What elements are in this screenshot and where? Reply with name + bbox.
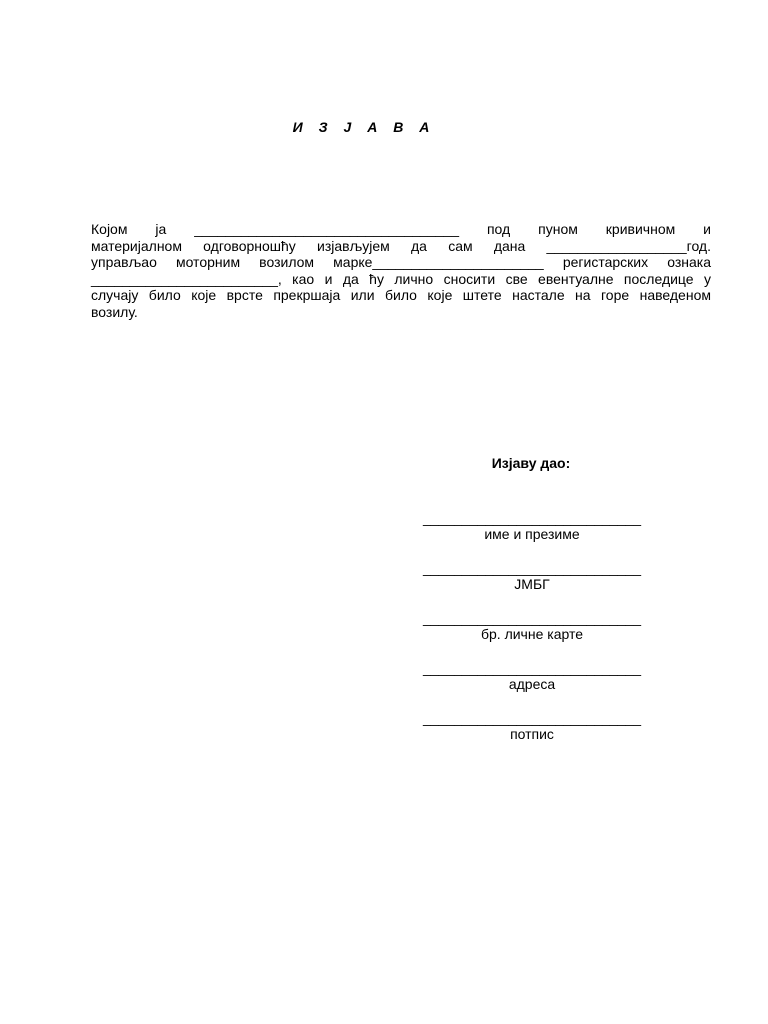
signature-rule: ____________________________: [422, 610, 641, 626]
signature-rule: ____________________________: [422, 710, 641, 726]
statement-paragraph: [91, 221, 711, 320]
signature-field-jmbg: [415, 560, 649, 592]
statement-line-2: материјалном одговорношћу изјављујем да сам дана __________________год.: [91, 237, 711, 254]
signer-heading: Изјаву дао:: [491, 455, 571, 471]
signature-field-label: име и презиме: [484, 526, 580, 542]
signature-rule: ____________________________: [422, 560, 641, 576]
signature-field-label: ЈМБГ: [514, 576, 550, 592]
signature-field-address: [415, 660, 649, 692]
signature-field-id-card: [415, 610, 649, 642]
signature-rule: ____________________________: [422, 510, 641, 526]
statement-line-4: ________________________, као и да ћу лично сносити све евентуалне последице у: [91, 270, 711, 287]
statement-line-6: возилу.: [91, 303, 138, 320]
signature-field-signature: [415, 710, 649, 742]
statement-line-1: Којом ја __________________________________ под пуном кривичном и: [91, 221, 711, 237]
statement-line-3: управљао моторним возилом марке______________________ регистарских ознака: [91, 254, 711, 270]
signature-field-label: бр. личне карте: [480, 626, 583, 642]
signature-rule: ____________________________: [422, 660, 641, 676]
signature-field-label: адреса: [508, 676, 556, 692]
signature-field-label: потпис: [510, 726, 554, 742]
signature-field-name: [415, 510, 649, 542]
document-title: И З Ј А В А: [292, 119, 436, 135]
statement-line-5: случају било које врсте прекршаја или било које штете настале на горе наведеном: [91, 287, 711, 303]
